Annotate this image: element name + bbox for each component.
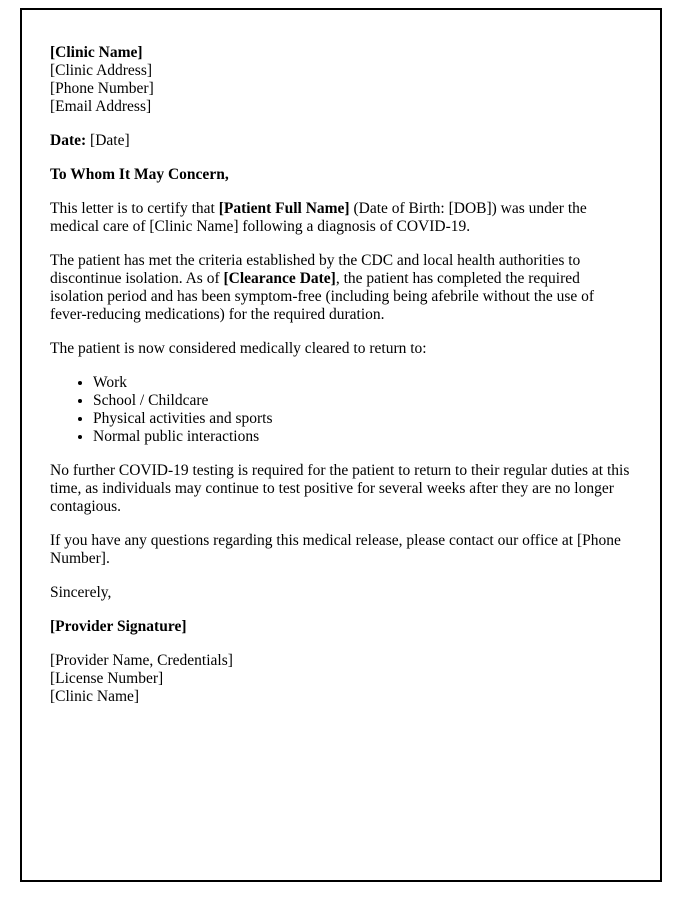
date-value: [Date] xyxy=(90,132,130,149)
clinic-email: [Email Address] xyxy=(50,98,152,115)
text-run: The patient has met the criteria established by the CDC and local health authorities to discontinue isolation. As of xyxy=(50,252,581,287)
footer-clinic-name: [Clinic Name] xyxy=(50,688,140,705)
paragraph-certify xyxy=(50,200,632,236)
clinic-name: [Clinic Name] xyxy=(50,44,143,61)
letter-body xyxy=(20,8,662,882)
patient-name-placeholder: [Patient Full Name] xyxy=(218,200,350,217)
paragraph-no-testing: No further COVID-19 testing is required for the patient to return to their regular duties at this time, as individuals may continue to test positive for several weeks after they are no longer contagious. xyxy=(50,462,630,515)
provider-signature-placeholder: [Provider Signature] xyxy=(50,618,187,635)
clearance-date-placeholder: [Clearance Date] xyxy=(223,270,336,287)
clearance-list xyxy=(50,374,632,446)
paragraph-criteria xyxy=(50,252,632,324)
list-item: • School / Childcare xyxy=(93,392,632,410)
paragraph-questions: If you have any questions regarding this medical release, please contact our office at [Phone Number]. xyxy=(50,532,621,567)
list-item: • Physical activities and sports xyxy=(93,410,632,428)
provider-name: [Provider Name, Credentials] xyxy=(50,652,233,669)
text-run: This letter is to certify that xyxy=(50,200,219,217)
date-line xyxy=(50,132,632,150)
closing: Sincerely, xyxy=(50,584,112,601)
paragraph-cleared-intro: The patient is now considered medically cleared to return to: xyxy=(50,340,427,357)
text-run: (Date of Birth: [DOB]) was under the medical care of [Clinic Name] following a diagnosis of COVID-19. xyxy=(50,200,587,235)
list-item: • Work xyxy=(93,374,632,392)
salutation: To Whom It May Concern, xyxy=(50,166,229,183)
clinic-phone: [Phone Number] xyxy=(50,80,154,97)
license-number: [License Number] xyxy=(50,670,164,687)
clinic-header-block xyxy=(50,44,632,116)
list-item: • Normal public interactions xyxy=(93,428,632,446)
footer-block xyxy=(50,652,632,706)
text-run: , the patient has completed the required isolation period and has been symptom-free (including being afebrile without the use of fever-reducing medications) for the required duration. xyxy=(50,270,595,323)
date-label: Date: xyxy=(50,132,91,149)
clinic-address: [Clinic Address] xyxy=(50,62,153,79)
